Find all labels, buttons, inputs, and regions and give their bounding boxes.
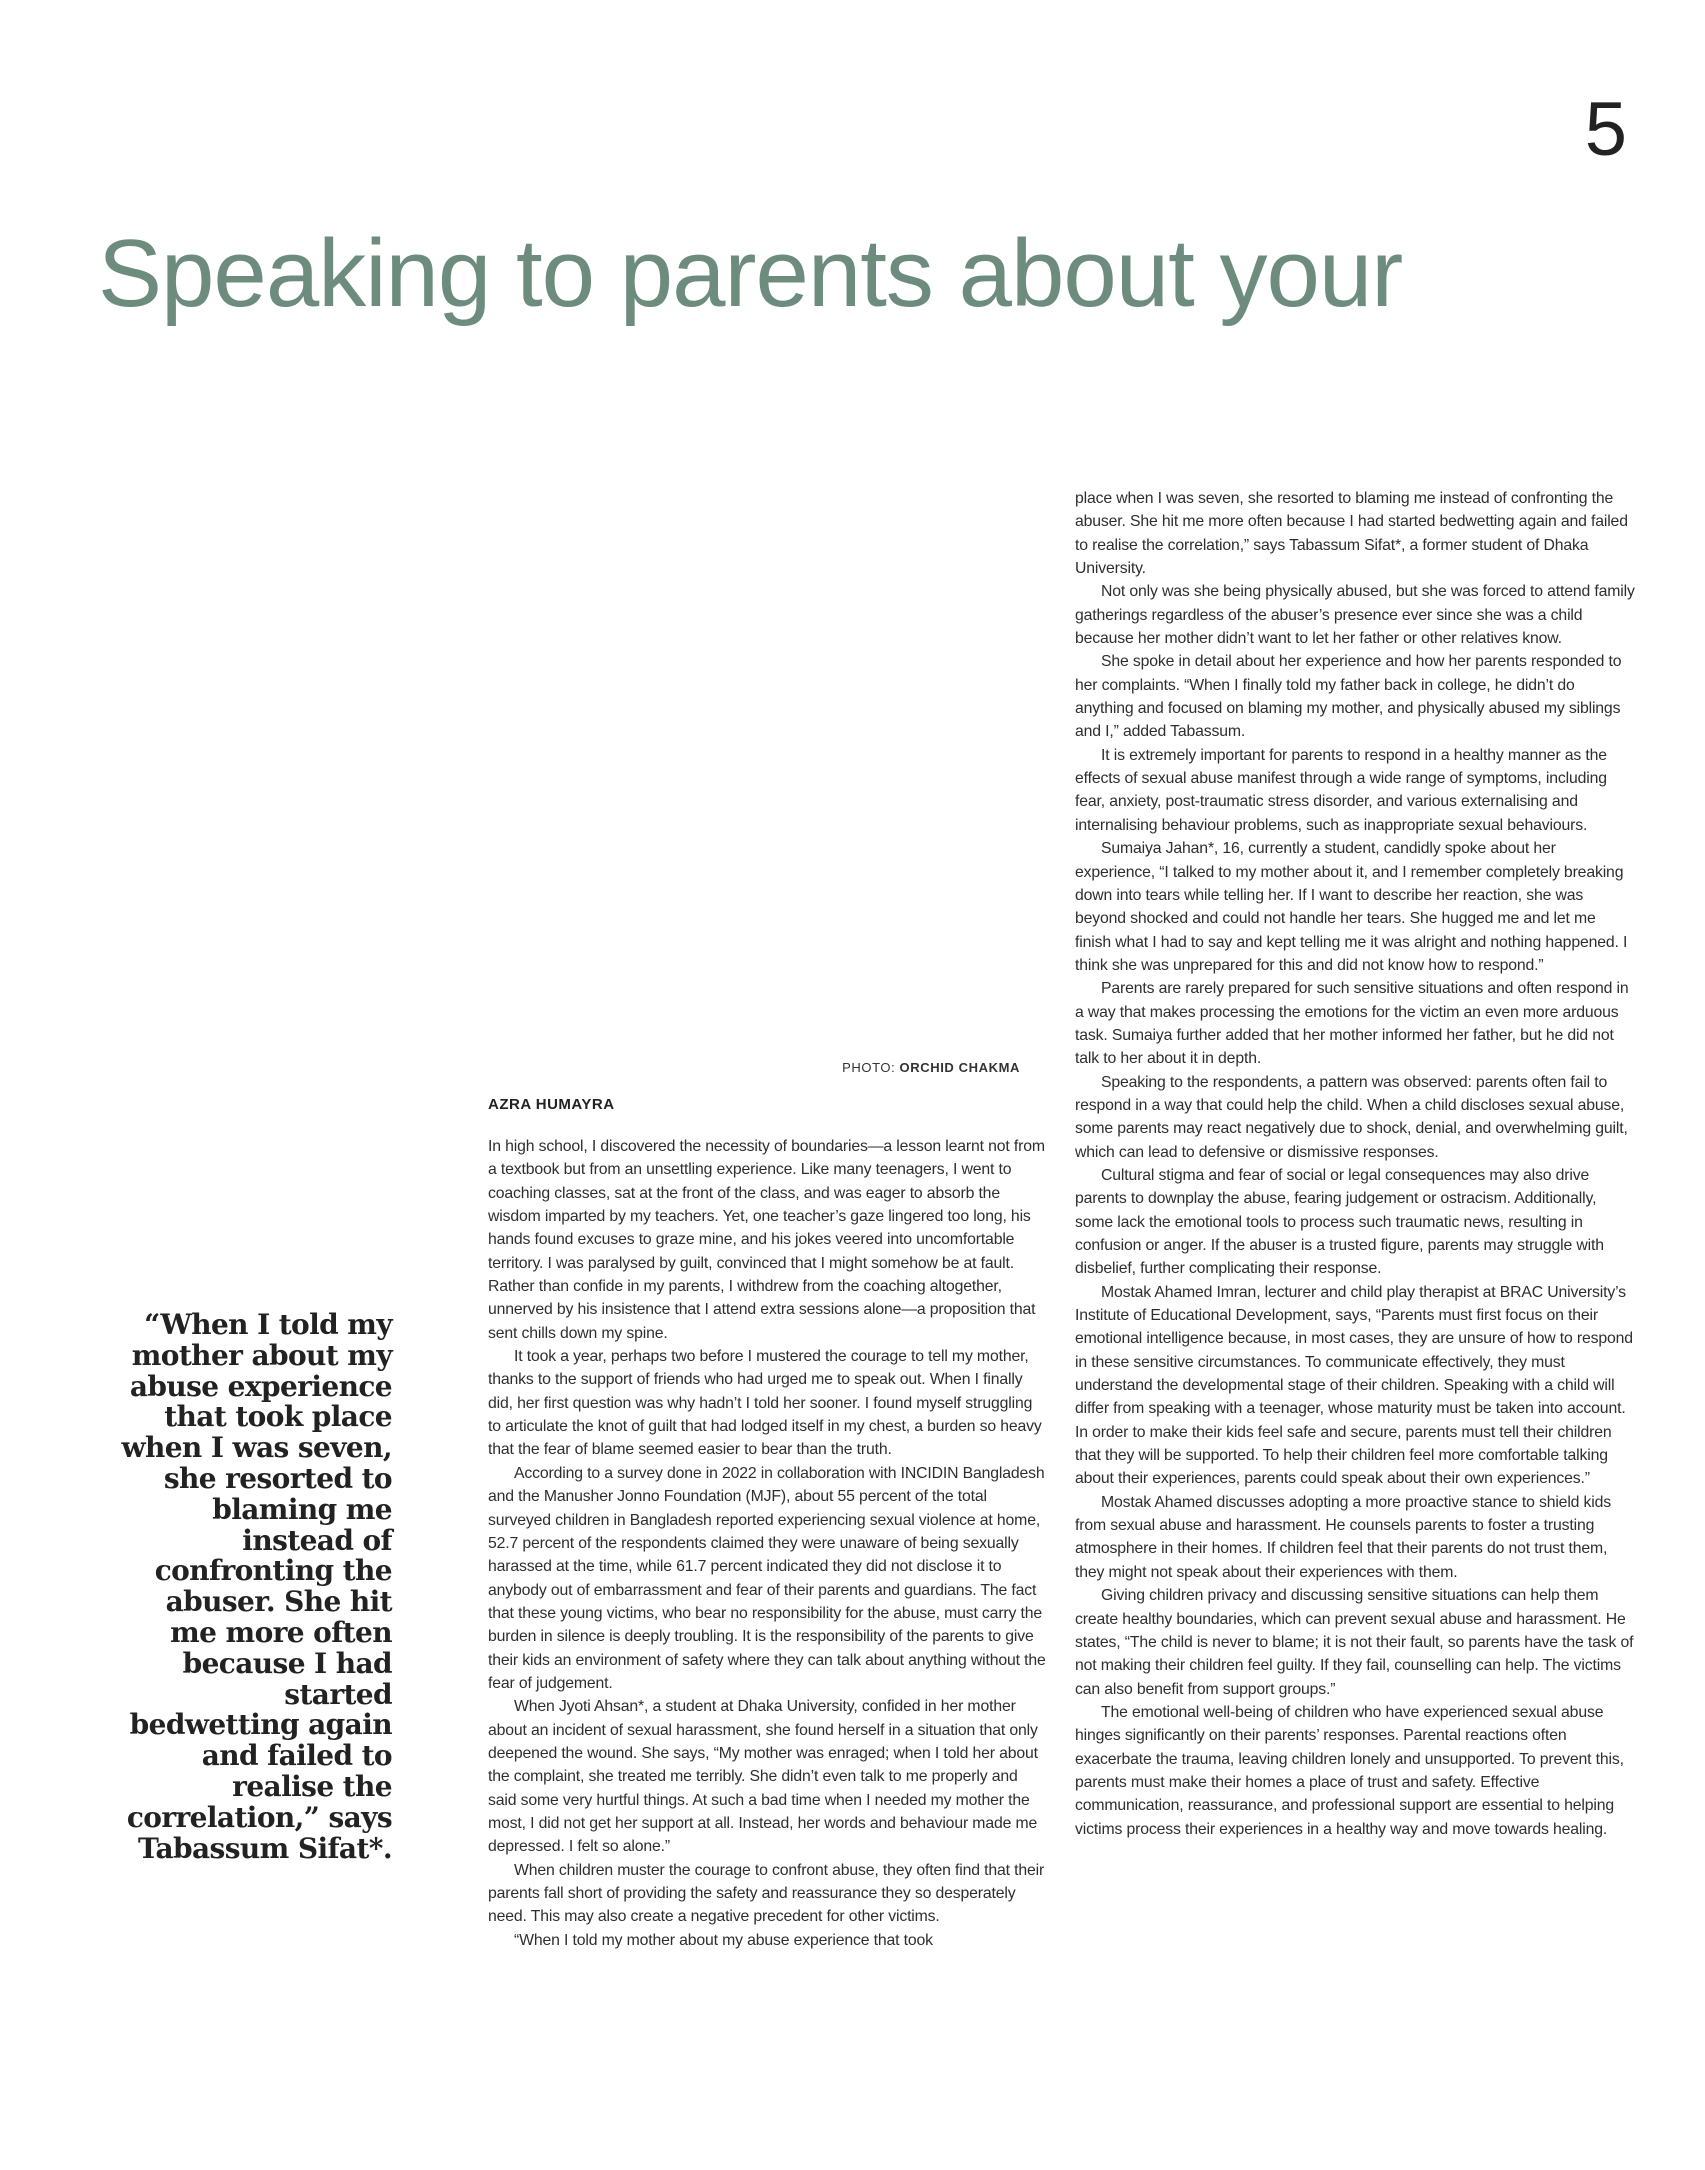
paragraph: She spoke in detail about her experience and how her parents responded to her complaints. “When I finally told my father back in college, he didn’t do anything and focused on blaming my mother, and physically abused my siblings and I,” added Tabassum. — [1075, 653, 1622, 741]
paragraph: “When I told my mother about my abuse experience that took — [514, 1931, 933, 1949]
pull-quote: “When I told my mother about my abuse experience that took place when I was seven, she resorted to blaming me instead of confronting the abuser. She hit me more often because I had started bedwetting again and failed to realise the correlation,” says Tabassum Sifat*. — [121, 1308, 392, 1865]
photo-credit-prefix: PHOTO: — [842, 1060, 900, 1075]
paragraph: Giving children privacy and discussing sensitive situations can help them create healthy boundaries, which can prevent sexual abuse and harassment. He states, “The child is never to blame; it is not their fault, so parents have the task of not making their children feel guilty. If they fail, counselling can help. The victims can also benefit from support groups.” — [1075, 1587, 1634, 1698]
article-column-2 — [1075, 487, 1635, 1841]
paragraph: It took a year, perhaps two before I mustered the courage to tell my mother, thanks to the support of friends who had urged me to speak out. When I finally did, her first question was why hadn’t I told her sooner. I found myself struggling to articulate the knot of guilt that had lodged itself in my chest, a burden so heavy that the fear of blame seemed easier to bear than the truth. — [488, 1348, 1042, 1459]
paragraph: Speaking to the respondents, a pattern was observed: parents often fail to respond in a way that could help the child. When a child discloses sexual abuse, some parents may react negatively due to shock, denial, and overwhelming guilt, which can lead to defensive or dismissive responses. — [1075, 1073, 1628, 1161]
paragraph: place when I was seven, she resorted to blaming me instead of confronting the abuser. She hit me more often because I had started bedwetting again and failed to realise the correlation,” says Tabassum Sifat*, a former student of Dhaka University. — [1075, 490, 1628, 578]
article-column-1 — [488, 1135, 1048, 1952]
paragraph: Not only was she being physically abused, but she was forced to attend family gatherings regardless of the abuser’s presence ever since she was a child because her mother didn’t want to let her father or other relatives know. — [1075, 583, 1635, 648]
page-number: 5 — [1584, 87, 1627, 172]
paragraph: The emotional well-being of children who have experienced sexual abuse hinges significantly on their parents’ responses. Parental reactions often exacerbate the trauma, leaving children lonely and unsupported. To prevent this, parents must make their homes a place of trust and safety. Effective communication, reassurance, and professional support are essential to helping victims process their experiences in a healthy way and move towards healing. — [1075, 1703, 1624, 1838]
paragraph: It is extremely important for parents to respond in a healthy manner as the effects of sexual abuse manifest through a wide range of symptoms, including fear, anxiety, post-traumatic stress disorder, and various externalising and internalising behaviour problems, such as inappropriate sexual behaviours. — [1075, 746, 1607, 834]
paragraph: According to a survey done in 2022 in collaboration with INCIDIN Bangladesh and the Manusher Jonno Foundation (MJF), about 55 percent of the total surveyed children in Bangladesh reported experiencing sexual violence at home, 52.7 percent of the respondents claimed they were unaware of being sexually harassed at the time, while 61.7 percent indicated they did not disclose it to anybody out of embarrassment and fear of their parents and guardians. The fact that these young victims, who bear no responsibility for the abuse, must carry the burden in silence is deeply troubling. It is the responsibility of the parents to give their kids an environment of safety where they can talk about anything without the fear of judgement. — [488, 1464, 1046, 1692]
byline: AZRA HUMAYRA — [488, 1096, 615, 1113]
paragraph: Cultural stigma and fear of social or legal consequences may also drive parents to downplay the abuse, fearing judgement or ostracism. Additionally, some lack the emotional tools to process such traumatic news, resulting in confusion or anger. If the abuser is a trusted figure, parents may struggle with disbelief, further complicating their response. — [1075, 1166, 1604, 1278]
paragraph: Parents are rarely prepared for such sensitive situations and often respond in a way that makes processing the emotions for the victim an even more arduous task. Sumaiya further added that her mother informed her father, but he did not talk to her about it in depth. — [1075, 980, 1629, 1068]
photo-credit-name: ORCHID CHAKMA — [899, 1060, 1020, 1075]
paragraph: Mostak Ahamed Imran, lecturer and child play therapist at BRAC University’s Institute of Educational Development, says, “Parents must first focus on their emotional intelligence because, in most cases, they are unsure of how to respond in these sensitive circumstances. To communicate effectively, they must understand the developmental stage of their children. Speaking with a child will differ from speaking with a teenager, whose maturity must be taken into account. In order to make their kids feel safe and secure, parents must tell their children that they will be supported. To help their children feel more comfortable talking about their experiences, parents could speak about their own experiences.” — [1075, 1283, 1633, 1488]
photo-credit — [700, 1060, 1020, 1075]
paragraph: Mostak Ahamed discusses adopting a more proactive stance to shield kids from sexual abuse and harassment. He counsels parents to foster a trusting atmosphere in their homes. If children feel that their parents do not trust them, they might not speak about their experiences with them. — [1075, 1493, 1612, 1581]
paragraph: Sumaiya Jahan*, 16, currently a student, candidly spoke about her experience, “I talked to my mother about it, and I remember completely breaking down into tears while telling her. If I want to describe her reaction, she was beyond shocked and could not handle her tears. She hugged me and let me finish what I had to say and kept telling me it was alright and nothing happened. I think she was unprepared for this and did not know how to respond.” — [1075, 840, 1628, 974]
paragraph: When children muster the courage to confront abuse, they often find that their parents fall short of providing the safety and reassurance they so desperately need. This may also create a negative precedent for other victims. — [488, 1861, 1045, 1926]
photo-area — [486, 360, 1026, 1050]
paragraph: In high school, I discovered the necessity of boundaries—a lesson learnt not from a textbook but from an unsettling experience. Like many teenagers, I went to coaching classes, sat at the front of the class, and was eager to absorb the wisdom imparted by my teachers. Yet, one teacher’s gaze lingered too long, his hands found excuses to graze mine, and his jokes veered into uncomfortable territory. I was paralysed by guilt, convinced that I might somehow be at fault. Rather than confide in my parents, I withdrew from the coaching altogether, unnerved by his insistence that I attend extra sessions alone—a proposition that sent chills down my spine. — [488, 1138, 1045, 1342]
paragraph: When Jyoti Ahsan*, a student at Dhaka University, confided in her mother about an incident of sexual harassment, she found herself in a situation that only deepened the wound. She says, “My mother was enraged; when I told her about the complaint, she treated me terribly. She didn’t even talk to me properly and said some very hurtful things. At such a bad time when I needed my mother the most, I did not get her support at all. Instead, her words and behaviour made me depressed. I felt so alone.” — [488, 1698, 1038, 1856]
headline: Speaking to parents about your — [98, 220, 1403, 327]
